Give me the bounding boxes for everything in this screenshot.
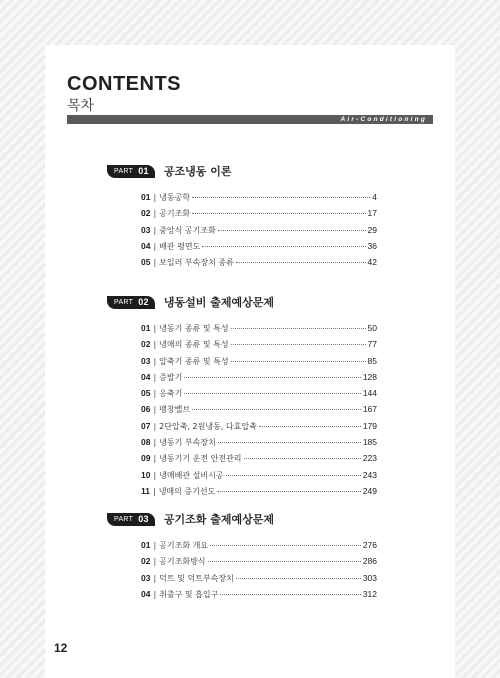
entry-separator: | bbox=[153, 541, 157, 550]
entry-label: 냉매의 증기선도 bbox=[158, 486, 216, 496]
toc-entry[interactable] bbox=[107, 372, 377, 388]
dot-leader bbox=[192, 197, 370, 198]
part-badge-label: PART bbox=[114, 515, 134, 523]
toc-entry[interactable] bbox=[107, 339, 377, 355]
entry-number: 05 bbox=[141, 257, 151, 268]
entry-separator: | bbox=[153, 389, 157, 399]
entry-number: 11 bbox=[141, 485, 150, 496]
dot-leader bbox=[231, 361, 366, 362]
dot-leader bbox=[244, 458, 361, 459]
dot-leader bbox=[184, 377, 360, 378]
toc-entry[interactable] bbox=[107, 573, 377, 589]
part-badge-number: 02 bbox=[138, 297, 149, 307]
entry-separator: | bbox=[153, 324, 157, 333]
part-header bbox=[107, 510, 377, 528]
entry-separator: | bbox=[153, 438, 157, 448]
part-section-03 bbox=[107, 510, 377, 605]
entry-label: 2단압축, 2원냉동, 다효압축 bbox=[159, 421, 257, 431]
part-section-02 bbox=[107, 293, 377, 502]
dot-leader bbox=[231, 344, 366, 345]
entry-label: 냉동기 부속장치 bbox=[159, 438, 216, 448]
entry-separator: | bbox=[153, 340, 157, 350]
entry-label: 배관 평면도 bbox=[159, 241, 201, 251]
entry-page: 29 bbox=[367, 224, 377, 235]
entry-separator: | bbox=[153, 557, 157, 567]
entry-page: 77 bbox=[367, 339, 377, 350]
toc-entry[interactable] bbox=[107, 225, 377, 241]
entry-number: 03 bbox=[141, 572, 151, 583]
entry-number: 04 bbox=[141, 240, 151, 251]
toc-entry[interactable] bbox=[107, 241, 377, 257]
toc-entry[interactable] bbox=[107, 470, 377, 486]
toc-entry[interactable] bbox=[107, 453, 377, 469]
entry-label: 공기조화 bbox=[159, 209, 191, 219]
entry-label: 압축기 종류 및 특성 bbox=[159, 356, 229, 366]
entry-label: 공기조화방식 bbox=[159, 557, 206, 567]
entry-label: 취출구 및 흡입구 bbox=[159, 589, 219, 599]
entry-number: 09 bbox=[141, 453, 151, 464]
dot-leader bbox=[236, 578, 361, 579]
toc-entry[interactable] bbox=[107, 437, 377, 453]
entry-page: 312 bbox=[362, 588, 377, 599]
dot-leader bbox=[220, 594, 360, 595]
entry-page: 179 bbox=[362, 420, 377, 431]
entry-number: 02 bbox=[141, 208, 151, 219]
entry-separator: | bbox=[153, 470, 157, 480]
entry-separator: | bbox=[153, 589, 157, 599]
dot-leader bbox=[202, 246, 365, 247]
entry-page: 243 bbox=[362, 469, 377, 480]
toc-entry[interactable] bbox=[107, 356, 377, 372]
toc-entry[interactable] bbox=[107, 421, 377, 437]
entry-label: 공기조화 개요 bbox=[159, 541, 209, 550]
entry-separator: | bbox=[153, 356, 157, 366]
entry-number: 10 bbox=[141, 469, 151, 480]
entry-label: 응축기 bbox=[159, 389, 183, 399]
entry-page: 223 bbox=[362, 453, 377, 464]
entry-number: 03 bbox=[141, 224, 151, 235]
entry-separator: | bbox=[153, 193, 157, 202]
entry-separator: | bbox=[153, 486, 156, 496]
toc-entry[interactable] bbox=[107, 589, 377, 605]
entry-label: 냉매배관 설비시공 bbox=[159, 470, 224, 480]
dot-leader bbox=[218, 230, 366, 231]
dot-leader bbox=[218, 442, 361, 443]
entry-page: 276 bbox=[362, 540, 377, 550]
part-header bbox=[107, 293, 377, 311]
toc-entry[interactable] bbox=[107, 208, 377, 224]
entry-page: 50 bbox=[367, 323, 377, 333]
page-number: 12 bbox=[54, 641, 68, 655]
dot-leader bbox=[226, 475, 361, 476]
entry-number: 07 bbox=[141, 420, 151, 431]
part-section-01 bbox=[107, 162, 377, 273]
toc-entry[interactable] bbox=[107, 486, 377, 502]
entry-number: 05 bbox=[141, 388, 151, 399]
toc-entry[interactable] bbox=[107, 540, 377, 556]
entry-number: 02 bbox=[141, 339, 151, 350]
entry-label: 증발기 bbox=[159, 372, 183, 382]
part-badge-label: PART bbox=[114, 167, 134, 175]
entry-list bbox=[107, 192, 377, 273]
dot-leader bbox=[208, 561, 361, 562]
page-title: CONTENTS bbox=[67, 73, 181, 95]
entry-label: 덕트 및 덕트부속장치 bbox=[159, 573, 234, 583]
entry-label: 냉동기기 운전 안전관리 bbox=[159, 454, 242, 464]
part-badge bbox=[107, 296, 155, 309]
entry-list bbox=[107, 323, 377, 502]
entry-number: 04 bbox=[141, 371, 151, 382]
title-banner bbox=[67, 115, 433, 124]
part-header bbox=[107, 162, 377, 180]
banner-text: Air-Conditioning bbox=[340, 116, 427, 123]
part-badge-number: 03 bbox=[138, 514, 149, 524]
part-badge-number: 01 bbox=[138, 166, 149, 176]
entry-separator: | bbox=[153, 372, 157, 382]
part-title: 공조냉동 이론 bbox=[163, 165, 232, 178]
toc-entry[interactable] bbox=[107, 323, 377, 339]
entry-page: 42 bbox=[367, 257, 377, 268]
entry-separator: | bbox=[153, 209, 157, 219]
entry-label: 냉동기 종류 및 특성 bbox=[159, 324, 229, 333]
entry-label: 팽창밸브 bbox=[159, 405, 191, 415]
entry-separator: | bbox=[153, 225, 157, 235]
entry-number: 02 bbox=[141, 556, 151, 567]
entry-page: 286 bbox=[362, 556, 377, 567]
entry-number: 01 bbox=[141, 540, 151, 550]
entry-label: 보일러 부속장치 종류 bbox=[159, 258, 234, 268]
dot-leader bbox=[192, 409, 361, 410]
entry-page: 144 bbox=[362, 388, 377, 399]
part-title: 냉동설비 출제예상문제 bbox=[163, 296, 274, 309]
part-badge bbox=[107, 513, 155, 526]
entry-label: 냉매의 종류 및 특성 bbox=[159, 340, 229, 350]
toc-entry[interactable] bbox=[107, 257, 377, 273]
dot-leader bbox=[259, 426, 361, 427]
entry-page: 17 bbox=[367, 208, 377, 219]
entry-page: 36 bbox=[367, 240, 377, 251]
entry-number: 08 bbox=[141, 437, 151, 448]
entry-number: 04 bbox=[141, 588, 151, 599]
entry-separator: | bbox=[153, 421, 157, 431]
entry-page: 4 bbox=[372, 192, 377, 202]
entry-list bbox=[107, 540, 377, 605]
entry-page: 167 bbox=[362, 404, 377, 415]
toc-entry[interactable] bbox=[107, 192, 377, 208]
entry-separator: | bbox=[153, 241, 157, 251]
book-page bbox=[45, 45, 455, 678]
dot-leader bbox=[184, 393, 360, 394]
part-badge-label: PART bbox=[114, 298, 134, 306]
toc-entry[interactable] bbox=[107, 556, 377, 572]
dot-leader bbox=[236, 262, 366, 263]
dot-leader bbox=[217, 491, 360, 492]
entry-page: 128 bbox=[362, 371, 377, 382]
page-subtitle: 목차 bbox=[67, 98, 95, 114]
entry-label: 중앙식 공기조화 bbox=[159, 225, 216, 235]
toc-entry[interactable] bbox=[107, 404, 377, 420]
entry-number: 01 bbox=[141, 323, 151, 333]
part-badge bbox=[107, 165, 155, 178]
dot-leader bbox=[192, 213, 365, 214]
entry-number: 06 bbox=[141, 404, 151, 415]
entry-separator: | bbox=[153, 405, 157, 415]
entry-page: 303 bbox=[362, 572, 377, 583]
entry-number: 03 bbox=[141, 355, 151, 366]
entry-label: 냉동공학 bbox=[159, 193, 191, 202]
entry-separator: | bbox=[153, 454, 157, 464]
entry-number: 01 bbox=[141, 192, 151, 202]
toc-entry[interactable] bbox=[107, 388, 377, 404]
entry-separator: | bbox=[153, 573, 157, 583]
entry-page: 185 bbox=[362, 437, 377, 448]
dot-leader bbox=[210, 545, 361, 546]
part-title: 공기조화 출제예상문제 bbox=[163, 513, 274, 526]
dot-leader bbox=[231, 328, 366, 329]
entry-page: 85 bbox=[367, 355, 377, 366]
entry-page: 249 bbox=[362, 485, 377, 496]
entry-separator: | bbox=[153, 258, 157, 268]
